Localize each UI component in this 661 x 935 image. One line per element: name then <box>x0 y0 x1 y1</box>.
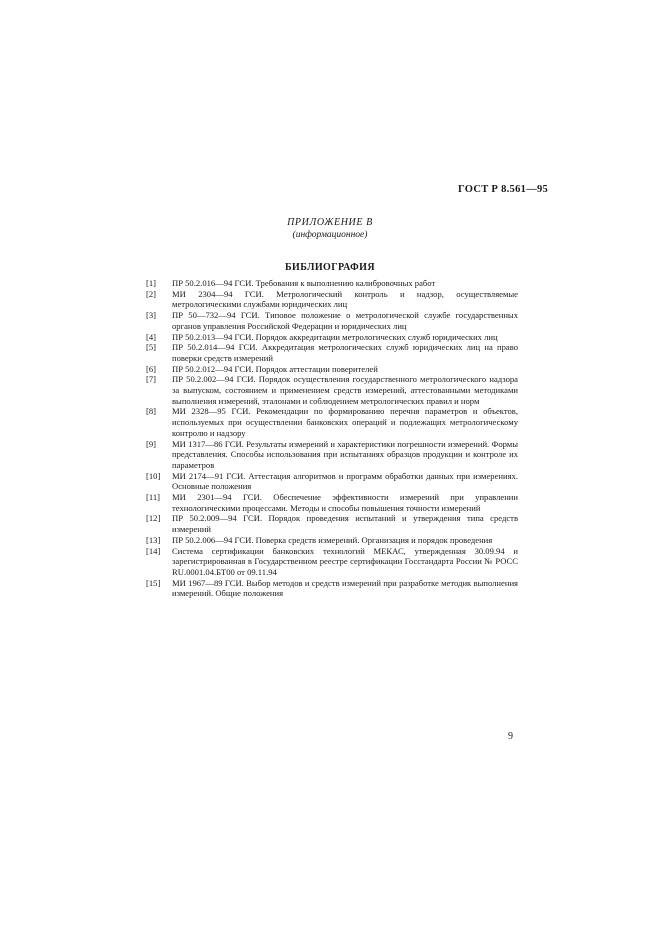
bibliography-item <box>146 364 518 375</box>
page-number: 9 <box>508 731 513 742</box>
appendix-block <box>200 217 460 241</box>
item-text: ПР 50.2.014—94 ГСИ. Аккредитация метрологических служб юридических лиц на право поверки средств измерений <box>172 342 518 363</box>
bibliography-item <box>146 342 518 363</box>
bibliography-item <box>146 310 518 331</box>
bibliography-item <box>146 578 518 599</box>
item-number: [1] <box>146 278 157 288</box>
bibliography-item <box>146 546 518 578</box>
item-number: [14] <box>146 545 161 556</box>
item-number: [13] <box>146 534 161 545</box>
item-number: [4] <box>146 331 157 342</box>
appendix-title: ПРИЛОЖЕНИЕ В <box>287 217 373 228</box>
bibliography-item <box>146 406 518 438</box>
bibliography-item <box>146 513 518 534</box>
item-text: ПР 50.2.016—94 ГСИ. Требования к выполнению калибровочных работ <box>172 278 436 288</box>
item-text: МИ 2301—94 ГСИ. Обеспечение эффективности измерений при управлении технологическими процессами. Методы и способы повышения точности измерений <box>172 492 518 513</box>
item-number: [8] <box>146 406 157 417</box>
item-text: МИ 2328—95 ГСИ. Рекомендации по формированию перечня параметров и объектов, используемых при осуществлении банковских операций и подлежащих метрологическому контролю и надзору <box>172 406 518 438</box>
bibliography-item <box>146 332 518 343</box>
item-text: ПР 50.2.012—94 ГСИ. Порядок аттестации поверителей <box>172 363 378 374</box>
bibliography-item <box>146 471 518 492</box>
item-text: МИ 2174—91 ГСИ. Аттестация алгоритмов и программ обработки данных при измерениях. Основные положения <box>172 470 518 492</box>
bibliography-item <box>146 535 518 546</box>
appendix-subtitle: (информационное) <box>292 230 368 240</box>
bibliography-list <box>146 278 518 599</box>
item-text: ПР 50—732—94 ГСИ. Типовое положение о метрологической службе государственных органов управления Российской Федерации и юридических лиц <box>172 310 518 331</box>
item-number: [9] <box>146 438 157 449</box>
item-number: [2] <box>146 288 157 299</box>
bibliography-item <box>146 439 518 471</box>
bibliography-item <box>146 492 518 513</box>
item-text: ПР 50.2.013—94 ГСИ. Порядок аккредитации метрологических служб юридических лиц <box>172 331 498 342</box>
bibliography-item <box>146 278 518 289</box>
bibliography-item <box>146 289 518 310</box>
item-text: МИ 1967—89 ГСИ. Выбор методов и средств измерений при разработке методик выполнения измерений. Общие положения <box>172 577 518 599</box>
item-text: ПР 50.2.009—94 ГСИ. Порядок проведения испытаний и утверждения типа средств измерений <box>172 513 518 535</box>
item-text: МИ 2304—94 ГСИ. Метрологический контроль и надзор, осуществляемые метрологическими службами юридических лиц <box>172 288 518 310</box>
document-code: ГОСТ Р 8.561—95 <box>458 184 549 195</box>
item-number: [6] <box>146 363 157 374</box>
item-number: [7] <box>146 374 157 385</box>
item-text: ПР 50.2.006—94 ГСИ. Поверка средств измерений. Организация и порядок проведения <box>172 534 493 545</box>
item-number: [12] <box>146 513 161 524</box>
item-text: Система сертификации банковских технологий МЕКАС, утвержденная 30.09.94 и зарегистрированная в Государственном реестре сертификации Госстандарта России № РОСС RU.0001.04.БТ00 от 09.11.94 <box>172 545 518 577</box>
bibliography-item <box>146 374 518 406</box>
item-number: [5] <box>146 342 157 353</box>
item-number: [3] <box>146 310 157 321</box>
bibliography-heading: БИБЛИОГРАФИЯ <box>285 262 375 273</box>
item-number: [11] <box>146 492 160 503</box>
item-text: МИ 1317—86 ГСИ. Результаты измерений и характеристики погрешности измерений. Формы представления. Способы использования при испытаниях образцов продукции и контроле их параметров <box>172 438 518 470</box>
item-number: [10] <box>146 470 161 481</box>
item-text: ПР 50.2.002—94 ГСИ. Порядок осуществления государственного метрологического надзора за выпуском, состоянием и применением средств измерений, аттестованными методиками выполнения измерений, эталонами и соблюдением метрологических правил и норм <box>172 374 518 406</box>
item-number: [15] <box>146 577 161 588</box>
